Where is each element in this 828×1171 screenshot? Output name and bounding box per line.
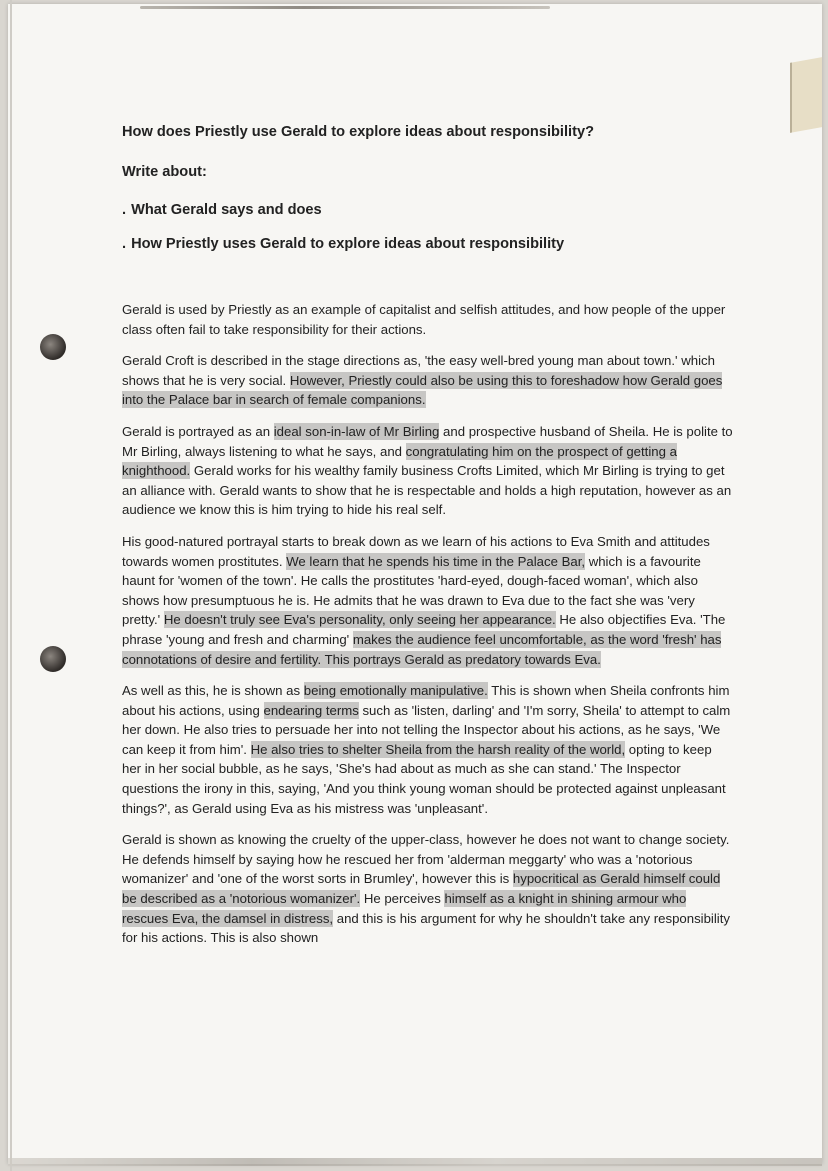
essay-paragraph bbox=[122, 300, 734, 339]
text-run: He perceives bbox=[360, 891, 445, 907]
highlighted-text: We learn that he spends his time in the Palace Bar, bbox=[286, 553, 586, 569]
text-run: Gerald is shown as knowing the cruelty of the upper-class, however he does not want to change society. He defends himself by saying how he rescued her from 'alderman meggarty' who was a 'notorious womanizer' and 'one of the worst sorts in Brumley', however this is bbox=[122, 832, 730, 887]
text-run: Gerald Croft is described in the stage directions as, 'the easy well-bred young man about town.' which shows that he is very social. bbox=[122, 353, 715, 388]
tape-strip bbox=[790, 57, 822, 133]
page-edge bbox=[10, 0, 12, 1171]
essay-paragraph bbox=[122, 532, 734, 669]
bullet-text: What Gerald says and does bbox=[131, 202, 322, 218]
bottom-edge bbox=[8, 1158, 822, 1166]
text-run: Gerald works for his wealthy family business Crofts Limited, which Mr Birling is trying to get an alliance with. Gerald wants to show that he is respectable and holds a high reputation, however as an audience we know this is him trying to hide his real self. bbox=[122, 463, 732, 518]
highlighted-text: himself as a knight in shining armour who rescues Eva, the damsel in distress, bbox=[122, 891, 687, 926]
text-run: and prospective husband of Sheila. He is polite to Mr Birling, always listening to what he says, and bbox=[122, 423, 733, 459]
punch-hole-bottom bbox=[40, 646, 66, 672]
text-run: and this is his argument for why he shouldn't take any responsibility for his actions. This is also shown bbox=[122, 910, 730, 946]
essay-paragraph bbox=[122, 422, 734, 520]
text-run: His good-natured portrayal starts to break down as we learn of his actions to Eva Smith and attitudes towards women prostitutes. bbox=[122, 533, 710, 569]
highlighted-text: He also tries to shelter Sheila from the harsh reality of the world, bbox=[250, 741, 626, 757]
bullet-item bbox=[122, 234, 734, 254]
worksheet-content bbox=[122, 122, 734, 960]
bullet-marker: . bbox=[122, 236, 127, 252]
bullet-text: How Priestly uses Gerald to explore ideas about responsibility bbox=[131, 236, 565, 252]
essay-paragraph bbox=[122, 830, 734, 948]
text-run: As well as this, he is shown as bbox=[122, 683, 304, 699]
highlighted-text: However, Priestly could also be using this to foreshadow how Gerald goes into the Palace bar in search of female companions. bbox=[122, 372, 723, 408]
text-run: Gerald is portrayed as an bbox=[122, 423, 274, 439]
essay-paragraph bbox=[122, 351, 734, 410]
essay-question: How does Priestly use Gerald to explore ideas about responsibility? bbox=[122, 124, 594, 140]
highlighted-text: ideal son-in-law of Mr Birling bbox=[273, 423, 440, 439]
essay-paragraph bbox=[122, 681, 734, 818]
essay-body bbox=[122, 300, 734, 948]
highlighted-text: He doesn't truly see Eva's personality, only seeing her appearance. bbox=[163, 612, 556, 628]
text-run: This is shown when Sheila confronts him about his actions, using bbox=[122, 683, 730, 718]
highlighted-text: being emotionally manipulative. bbox=[303, 683, 488, 699]
highlighted-text: endearing terms bbox=[263, 702, 359, 718]
write-about-label: Write about: bbox=[122, 164, 207, 180]
highlighted-text: hypocritical as Gerald himself could be described as a 'notorious womanizer'. bbox=[122, 871, 721, 907]
highlighted-text: makes the audience feel uncomfortable, as the word 'fresh' has connotations of desire and fertility. This portrays Gerald as predatory towards Eva. bbox=[122, 631, 722, 667]
text-run: which is a favourite haunt for 'women of the town'. He calls the prostitutes 'hard-eyed, dough-faced woman', which also shows how presumptuous he is. He admits that he was drawn to Eva due to the fact she was 'very pretty.' bbox=[122, 553, 701, 628]
punch-hole-top bbox=[40, 334, 66, 360]
bullet-item bbox=[122, 200, 734, 220]
top-rule bbox=[140, 6, 550, 9]
text-run: opting to keep her in her social bubble, as he says, 'She's had about as much as she can stand.' The Inspector questions the irony in this, saying, 'And you think young woman should be protected against unpleasant things?', as Gerald using Eva as his mistress was 'unpleasant'. bbox=[122, 741, 726, 816]
text-run: such as 'listen, darling' and 'I'm sorry, Sheila' to attempt to calm her down. He also tries to persuade her into not telling the Inspector about his actions, as he says, 'We can keep it from him'. bbox=[122, 702, 731, 757]
text-run: He also objectifies Eva. 'The phrase 'young and fresh and charming' bbox=[122, 612, 726, 647]
highlighted-text: congratulating him on the prospect of getting a knighthood. bbox=[122, 443, 677, 479]
bullet-marker: . bbox=[122, 202, 127, 218]
text-run: Gerald is used by Priestly as an example of capitalist and selfish attitudes, and how people of the upper class often fail to take responsibility for their actions. bbox=[122, 302, 726, 337]
